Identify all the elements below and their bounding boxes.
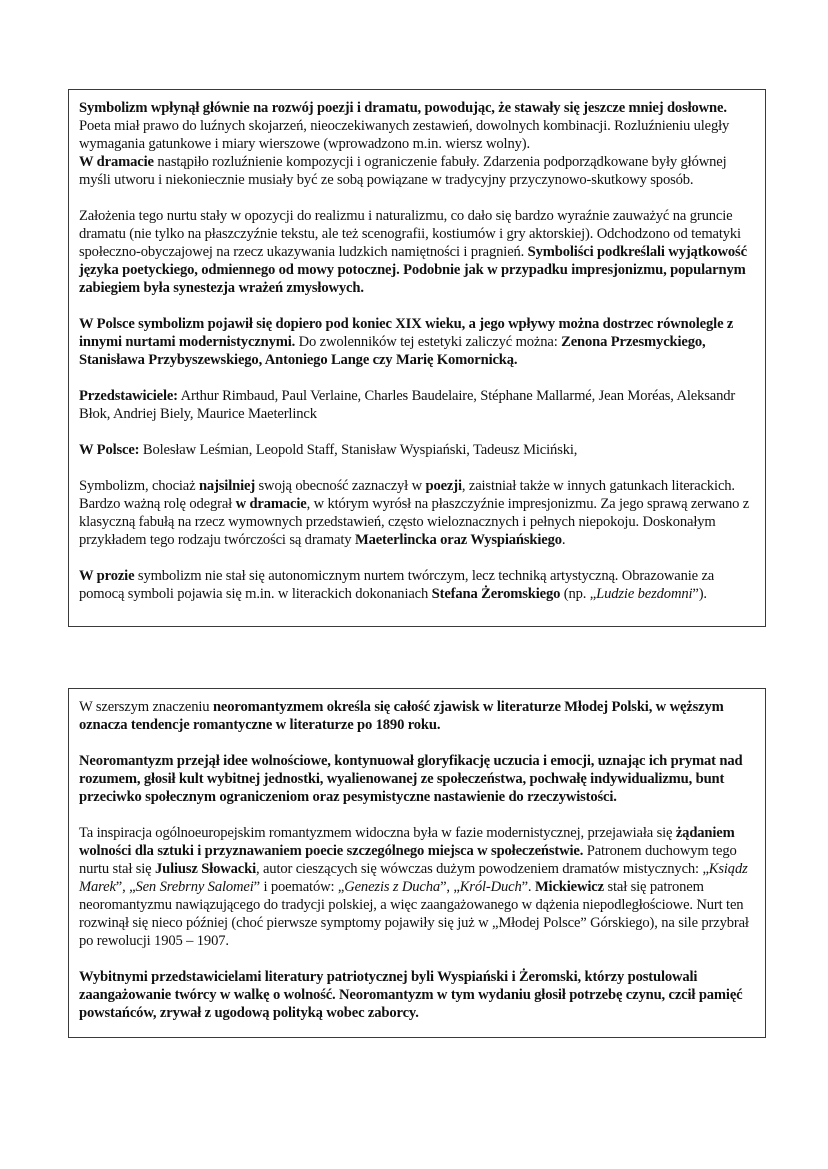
bold-text: najsilniej xyxy=(198,478,256,494)
bold-text: Neoromantyzm przejął idee wolnościowe, kontynuował gloryfikację uczucia i emocji, uznając ich prymat nad rozumem, głosił kult wybitnej jednostki, wyalienowanej ze społeczeństwa, pochwałę indywidualizmu, bunt przeciwko społecznym ograniczeniom oraz pesymistyczne nastawienie do rzeczywistości. xyxy=(79,753,743,805)
text: Założenia tego nurtu stały w opozycji do realizmu i naturalizmu, co dało się bardzo wyraźnie zauważyć na gruncie dramatu (nie tylko na płaszczyźnie tekstu, ale też scenografii, kostiumów i gry aktorskiej). Odchodzono od tematyki społeczno-obyczajowej na rzecz ukazywania ludzkich namiętności i pragnień. xyxy=(79,208,741,260)
text: , autor cieszących się wówczas dużym powodzeniem dramatów mistycznych: „ xyxy=(255,861,709,877)
text: ”, „ xyxy=(115,879,136,895)
bold-label: Przedstawiciele: xyxy=(79,388,178,404)
text: Do zwolenników tej estetyki zaliczyć można: xyxy=(295,334,562,350)
bold-text: W Polsce symbolizm pojawił się dopiero pod koniec XIX wieku, a jego wpływy można dostrzec równolegle z innymi nurtami modernistycznymi. xyxy=(79,316,734,350)
text: Poeta miał prawo do luźnych skojarzeń, nieoczekiwanych zestawień, dowolnych kombinacji. Rozluźnieniu uległy wymagania gatunkowe i miary wierszowe (wprowadzono m.in. wiersz wolny). xyxy=(79,118,730,152)
bold-text: Symbolizm wpłynął głównie na rozwój poezji i dramatu, powodując, że stawały się jeszcze mniej dosłowne. xyxy=(79,100,727,116)
paragraph-ideas xyxy=(79,752,755,806)
text: (np. „ xyxy=(560,586,597,602)
text: ”. xyxy=(521,879,535,895)
symbolism-text-box xyxy=(68,89,766,627)
paragraph-prose xyxy=(79,567,755,603)
bold-label: W Polsce: xyxy=(79,442,140,458)
paragraph-drama xyxy=(79,153,755,189)
italic-title: Genezis z Ducha xyxy=(344,879,441,895)
bold-text: Symboliści podkreślali wyjątkowość języka poetyckiego, odmiennego od mowy potocznej. Podobnie jak w przypadku impresjonizmu, popularnym zabiegiem była synestezja wrażeń zmysłowych. xyxy=(79,244,747,296)
text: swoją obecność zaznaczył w xyxy=(255,478,426,494)
text: . xyxy=(561,532,566,548)
bold-text: Mickiewicz xyxy=(534,879,604,895)
paragraph-symbolism-poland xyxy=(79,315,755,369)
text: ”). xyxy=(692,586,707,602)
paragraph-definition xyxy=(79,698,755,734)
text: Symbolizm, chociaż xyxy=(79,478,199,494)
italic-title: Sen Srebrny Salomei xyxy=(135,879,254,895)
paragraph-assumptions xyxy=(79,207,755,297)
text: stał się patronem neoromantyzmu nawiązującego do tradycji polskiej, a więc zaangażowanego w dążenia niepodległościowe. Nurt ten rozwinął się nieco później (choć pierwsze symptomy pojawiły się już w „Młodej Polsce” Górskiego), na sile przybrał po rewolucji 1905 – 1907. xyxy=(79,879,749,949)
text: Ta inspiracja ogólnoeuropejskim romantyzmem widoczna była w fazie modernistycznej, przejawiała się xyxy=(79,825,676,841)
bold-text: neoromantyzmem określa się całość zjawisk w literaturze Młodej Polski, w węższym oznacza tendencje romantyczne w literaturze po 1890 roku. xyxy=(79,699,724,733)
italic-title: Ludzie bezdomni xyxy=(596,586,693,602)
bold-text: poezji xyxy=(425,478,462,494)
text: ”, „ xyxy=(440,879,460,895)
text: ” i poematów: „ xyxy=(253,879,345,895)
paragraph-genres xyxy=(79,477,755,549)
bold-text: W dramacie xyxy=(79,154,154,170)
text: Bolesław Leśmian, Leopold Staff, Stanisław Wyspiański, Tadeusz Miciński, xyxy=(139,442,578,458)
bold-text: Wybitnymi przedstawicielami literatury patriotycznej byli Wyspiański i Żeromski, którzy postulowali zaangażowanie twórcy w walkę o wolność. Neoromantyzm w tym wydaniu głosił potrzebę czynu, czcił pamięć powstańców, zrywał z ugodową polityką wobec zaborcy. xyxy=(79,969,743,1021)
bold-text: Stefana Żeromskiego xyxy=(431,586,561,602)
paragraph-patriotic xyxy=(79,968,755,1022)
bold-text: Juliusz Słowacki xyxy=(154,861,256,877)
paragraph-representatives xyxy=(79,387,755,423)
text: Arthur Rimbaud, Paul Verlaine, Charles Baudelaire, Stéphane Mallarmé, Jean Moréas, Aleksandr Błok, Andriej Biely, Maurice Maeterlinck xyxy=(79,388,736,422)
bold-text: w dramacie xyxy=(235,496,307,512)
text: Patronem duchowym tego nurtu stał się xyxy=(79,843,737,877)
text: , zaistniał także w innych gatunkach literackich. Bardzo ważną rolę odegrał xyxy=(79,478,735,512)
text: symbolizm nie stał się autonomicznym nurtem twórczym, lecz techniką artystyczną. Obrazowanie za pomocą symboli pojawia się m.in. w literackich dokonaniach xyxy=(79,568,715,602)
bold-text: żądaniem wolności dla sztuki i przyznawaniem poecie szczególnego miejsca w społeczeństwie. xyxy=(79,825,735,859)
text: , w którym wyrósł na płaszczyźnie impresjonizmu. Za jego sprawą zerwano z klasyczną fabułą na rzecz wymownych przedstawień, często wieloznacznych i pełnych niepokoju. Doskonałym przykładem tego rodzaju twórczości są dramaty xyxy=(79,496,750,548)
bold-text: W prozie xyxy=(79,568,135,584)
bold-text: Zenona Przesmyckiego, Stanisława Przybyszewskiego, Antoniego Lange czy Marię Komornicką. xyxy=(79,334,706,368)
paragraph-inspiration xyxy=(79,824,755,950)
paragraph-symbolism-poetry xyxy=(79,99,755,153)
neoromanticism-text-box xyxy=(68,688,766,1038)
italic-title: Ksiądz Marek xyxy=(79,861,748,895)
italic-title: Król-Duch xyxy=(459,879,522,895)
paragraph-polish-representatives xyxy=(79,441,755,459)
text: nastąpiło rozluźnienie kompozycji i ograniczenie fabuły. Zdarzenia podporządkowane były głównej myśli utworu i niekoniecznie musiały być ze sobą powiązane w tradycyjny przyczynowo-skutkowy sposób. xyxy=(79,154,727,188)
bold-text: Maeterlincka oraz Wyspiańskiego xyxy=(354,532,562,548)
text: W szerszym znaczeniu xyxy=(79,699,213,715)
